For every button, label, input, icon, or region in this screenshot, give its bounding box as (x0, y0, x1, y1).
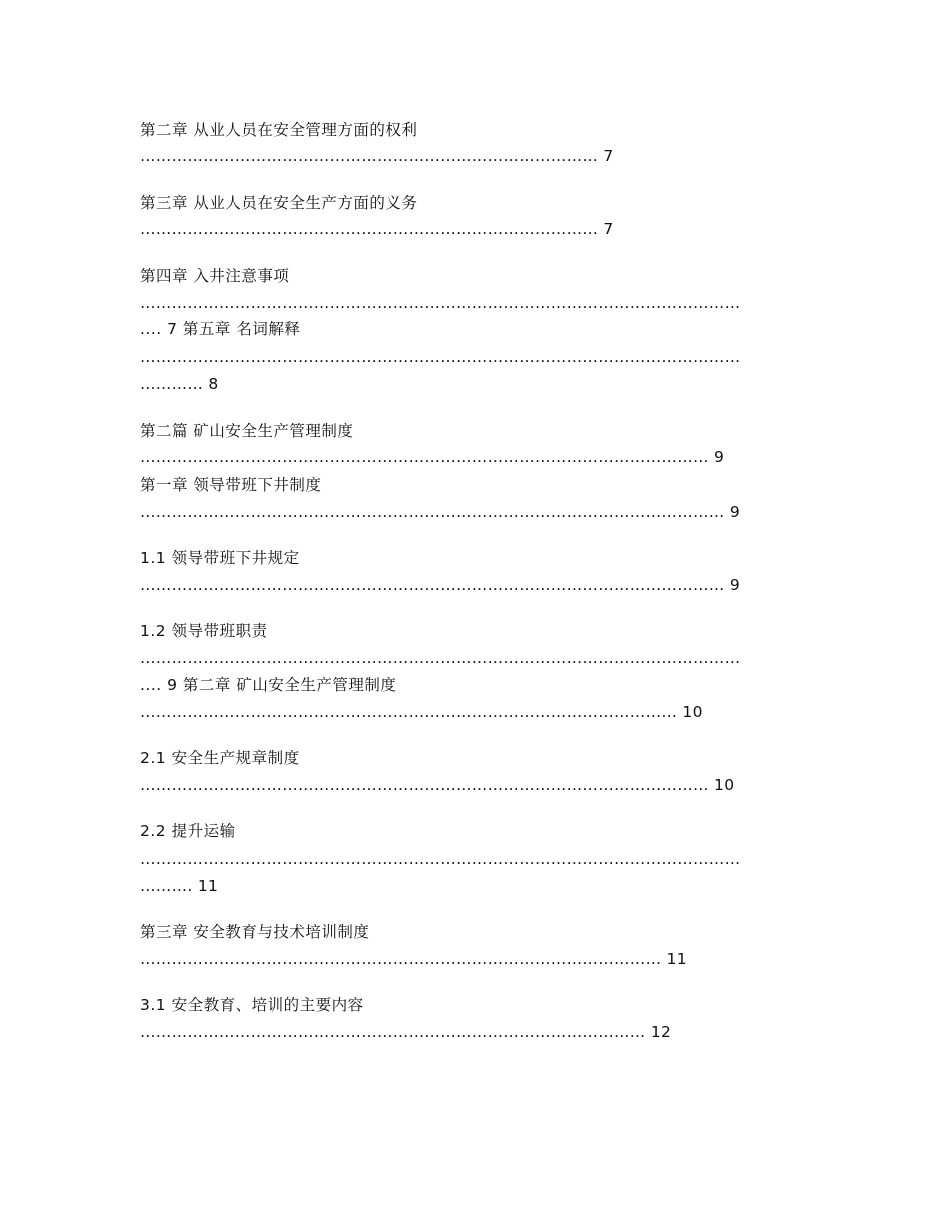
toc-entry-title: 1.1 领导带班下井规定 (140, 549, 300, 567)
toc-leader-page: ………………………………………………………………………………………………… 9 (140, 576, 740, 594)
toc-leader-page: …………………………………………………………………………… 7 (140, 220, 614, 238)
toc-entry-title: 第一章 领导带班下井制度 (140, 476, 322, 494)
toc-leader-page: ………………………………………………………………………………………………… 9 (140, 503, 740, 521)
toc-leader-page: ………………………………………………………………………………………… 10 (140, 703, 703, 721)
toc-leader-page: ……………………………………………………………………………………………… 9 (140, 448, 725, 466)
toc-entry-title: 第三章 安全教育与技术培训制度 (140, 923, 370, 941)
toc-leader-page: …………………………………………………………………………………… 12 (140, 1023, 672, 1041)
toc-leader-page: ……………………………………………………………………………………… 11 (140, 950, 687, 968)
toc-leader-page: …………………………………………………………………………… 7 (140, 147, 614, 165)
toc-leader: …………………………………………………………………………………………………… (140, 348, 741, 366)
toc-leader: …………………………………………………………………………………………………… (140, 850, 741, 868)
toc-entry-title: 第四章 入井注意事项 (140, 267, 290, 285)
toc-leader: …………………………………………………………………………………………………… (140, 294, 741, 312)
toc-entry-title: 第三章 从业人员在安全生产方面的义务 (140, 194, 418, 212)
toc-entry-title: 2.2 提升运输 (140, 822, 236, 840)
toc-entry-title: 2.1 安全生产规章制度 (140, 749, 300, 767)
toc-entry-title: .... 7 第五章 名词解释 (140, 320, 301, 338)
toc-leader-page: ………… 8 (140, 375, 219, 393)
toc-entry-title: 第二篇 矿山安全生产管理制度 (140, 422, 354, 440)
toc-leader-page: ……………………………………………………………………………………………… 10 (140, 776, 735, 794)
toc-entry-title: 第二章 从业人员在安全管理方面的权利 (140, 121, 418, 139)
toc-leader-page: ………. 11 (140, 877, 219, 895)
toc-entry-title: 3.1 安全教育、培训的主要内容 (140, 996, 364, 1014)
toc-entry-title: .... 9 第二章 矿山安全生产管理制度 (140, 676, 397, 694)
toc-leader: …………………………………………………………………………………………………… (140, 649, 741, 667)
toc-entry-title: 1.2 领导带班职责 (140, 622, 268, 640)
